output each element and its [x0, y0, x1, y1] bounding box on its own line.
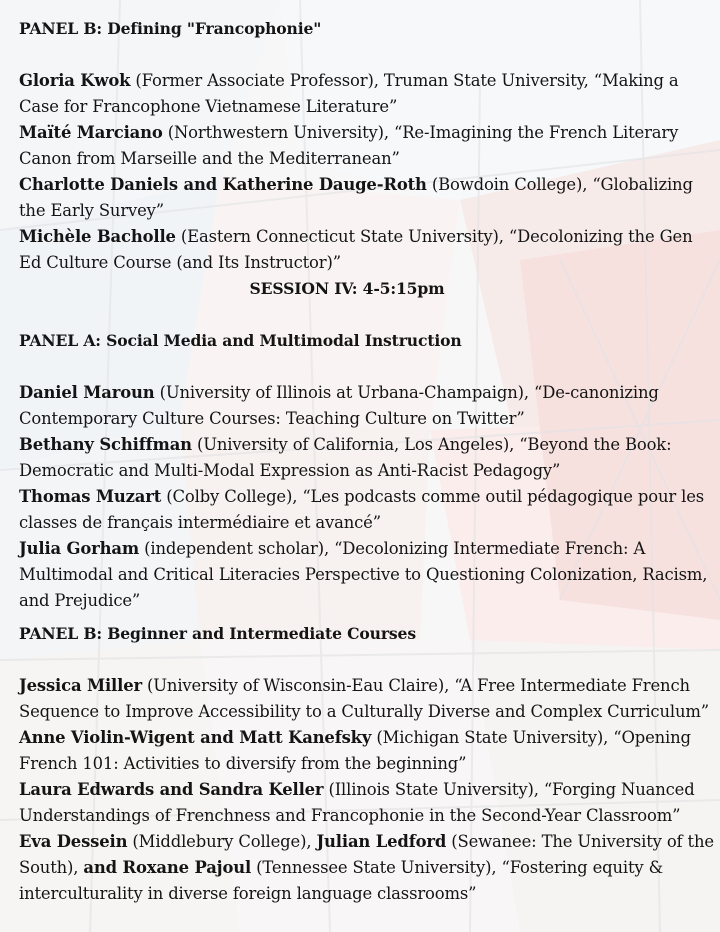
panel-heading: PANEL B: Beginner and Intermediate Courses: [19, 624, 416, 643]
presenter-entry: [19, 380, 715, 432]
presenter-name: Julia Gorham: [19, 539, 140, 558]
presentation-details: (Northwestern University), “Re-Imagining the French Literary Canon from Marseille and the Mediterranean”: [19, 123, 679, 168]
presenter-entry: [19, 829, 715, 907]
presenter-entry: [19, 673, 715, 725]
panel-heading: PANEL B: Defining "Francophonie": [19, 19, 322, 38]
panel-b-francophonie: [19, 16, 715, 276]
presenter-name: and Roxane Pajoul: [83, 858, 252, 877]
presenter-name: Anne Violin-Wigent and Matt Kanefsky: [19, 728, 372, 747]
presenter-entry: [19, 777, 715, 829]
presentation-details: (University of Wisconsin-Eau Claire), “A Free Intermediate French Sequence to Improve Accessibility to a Culturally Diverse and Complex Curriculum”: [19, 676, 709, 721]
presenter-name: Gloria Kwok: [19, 71, 131, 90]
presentation-details: (Eastern Connecticut State University), “Decolonizing the Gen Ed Culture Course (and Its Instructor)”: [19, 227, 693, 272]
presentation-details: (University of Illinois at Urbana-Champaign), “De-canonizing Contemporary Culture Courses: Teaching Culture on Twitter”: [19, 383, 659, 428]
presentation-details: (Illinois State University), “Forging Nuanced Understandings of Frenchness and Francophonie in the Second-Year Classroom”: [19, 780, 695, 825]
presentation-details: (Michigan State University), “Opening French 101: Activities to diversify from the beginning”: [19, 728, 691, 773]
presenter-name: Daniel Maroun: [19, 383, 155, 402]
presentation-details: (Middlebury College),: [127, 832, 317, 851]
presentation-details: (Former Associate Professor), Truman State University, “Making a Case for Francophone Vietnamese Literature”: [19, 71, 679, 116]
presenter-entry: [19, 172, 715, 224]
presentation-details: (Tennessee State University), “Fostering equity & interculturality in diverse foreign language classrooms”: [19, 858, 664, 903]
presenter-name: Julian Ledford: [316, 832, 447, 851]
presentation-details: (Colby College), “Les podcasts comme outil pédagogique pour les classes de français intermédiaire et avancé”: [19, 487, 705, 532]
presenter-name: Michèle Bacholle: [19, 227, 176, 246]
presenter-name: Eva Dessein: [19, 832, 128, 851]
presenter-name: Laura Edwards and Sandra Keller: [19, 780, 324, 799]
presenter-entry: [19, 484, 715, 536]
presenter-entry: [19, 224, 715, 276]
presenter-name: Maïté Marciano: [19, 123, 163, 142]
presenter-name: Jessica Miller: [19, 676, 142, 695]
presentation-details: (independent scholar), “Decolonizing Intermediate French: A Multimodal and Critical Literacies Perspective to Questioning Colonization, Racism, and Prejudice”: [19, 539, 708, 610]
presentation-details: (Bowdoin College), “Globalizing the Early Survey”: [19, 175, 693, 220]
presenter-name: Bethany Schiffman: [19, 435, 192, 454]
presenter-entry: [19, 68, 715, 120]
presenter-entry: [19, 725, 715, 777]
panel-heading: PANEL A: Social Media and Multimodal Instruction: [19, 331, 462, 350]
presentation-details: (University of California, Los Angeles), “Beyond the Book: Democratic and Multi-Modal Expression as Anti-Racist Pedagogy”: [19, 435, 672, 480]
presenter-name: Thomas Muzart: [19, 487, 162, 506]
presenter-entry: [19, 120, 715, 172]
presenter-entry: [19, 536, 715, 614]
presenter-entry: [19, 432, 715, 484]
presentation-details: (Sewanee: The University of the South),: [19, 832, 714, 877]
panel-b-beginner-intermediate: [19, 621, 715, 907]
presenter-name: Charlotte Daniels and Katherine Dauge-Roth: [19, 175, 427, 194]
session-title: SESSION IV: 4-5:15pm: [249, 279, 445, 298]
panel-a-social-media: [19, 328, 715, 614]
